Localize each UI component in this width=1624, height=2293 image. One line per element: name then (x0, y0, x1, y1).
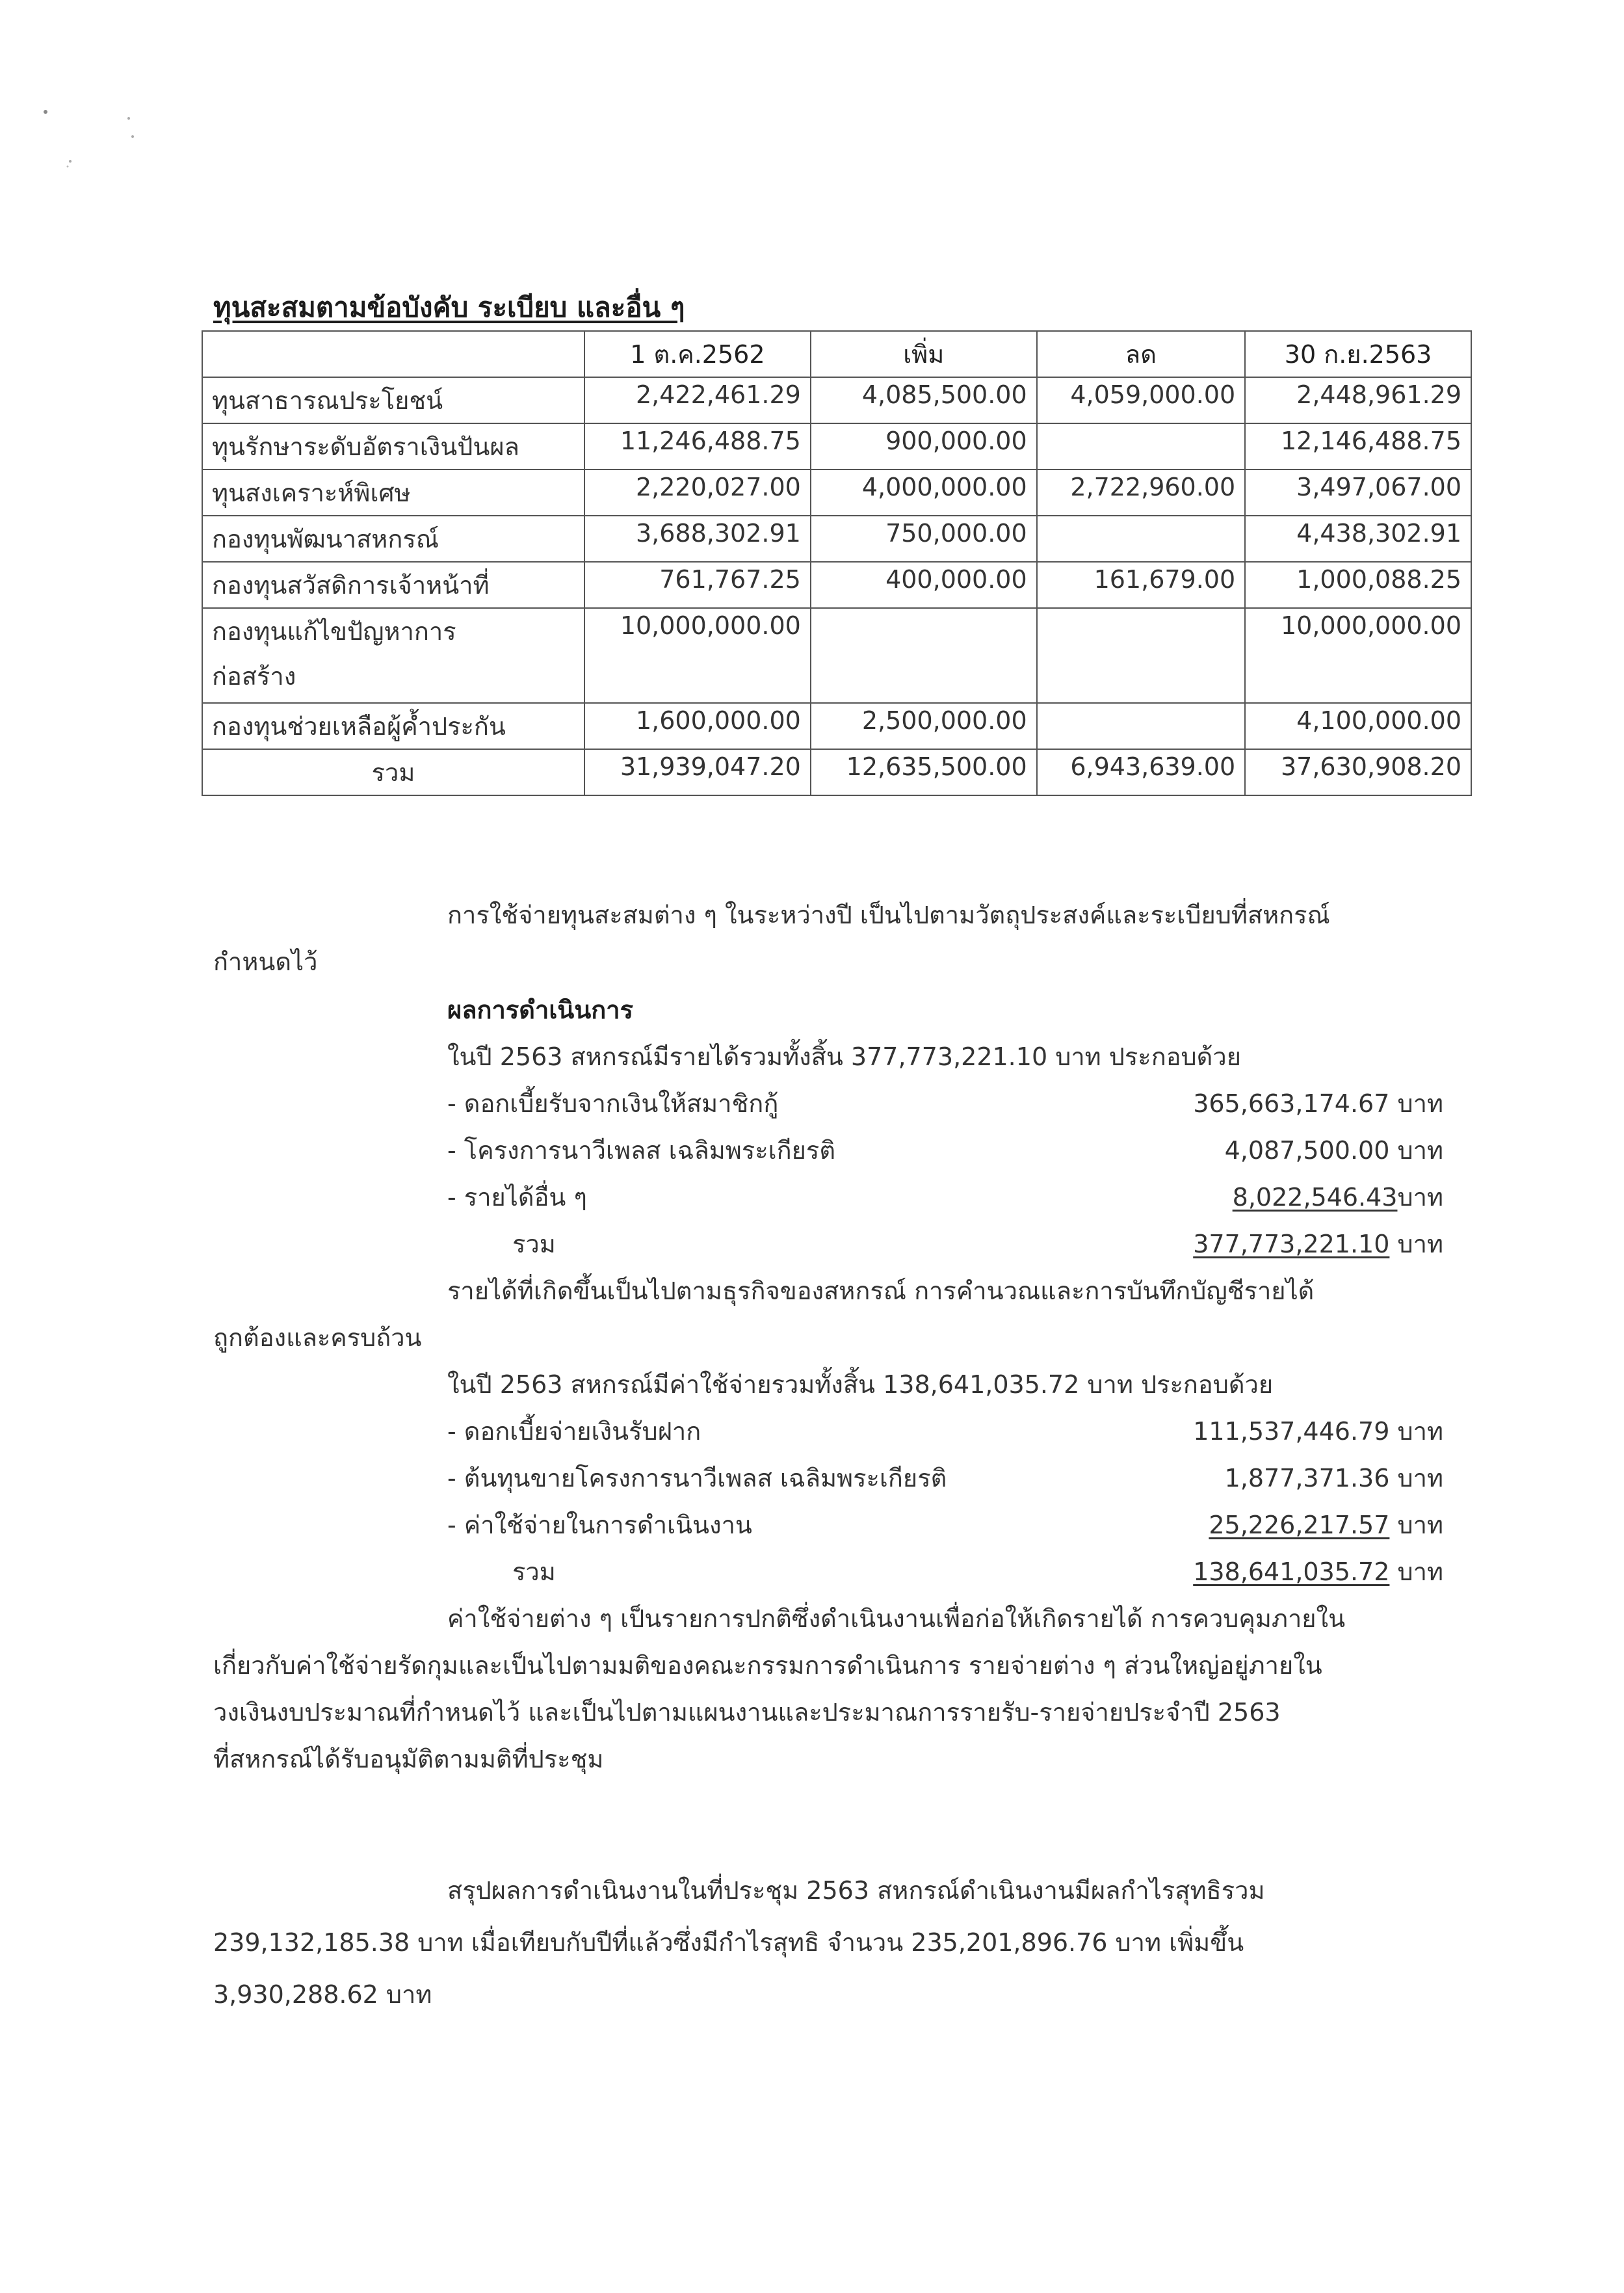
fund-start-balance: 1,600,000.00 (584, 703, 811, 749)
fund-start-balance: 761,767.25 (584, 562, 811, 608)
table-total-row (202, 749, 1471, 795)
amount-unit: บาท (1397, 1089, 1443, 1118)
fund-start-balance: 2,422,461.29 (584, 377, 811, 423)
amount-unit: บาท (1397, 1136, 1443, 1165)
amount-value: 138,641,035.72 (1193, 1557, 1390, 1586)
fund-decrease (1037, 423, 1246, 470)
amount-value: 25,226,217.57 (1209, 1511, 1390, 1539)
expense-total-label: รวม (512, 1557, 556, 1586)
income-item-label: - โครงการนาวีเพลส เฉลิมพระเกียรติ (447, 1136, 836, 1165)
fund-end-balance: 4,100,000.00 (1245, 703, 1471, 749)
amount-unit: บาท (1397, 1557, 1443, 1586)
header-cell-increase: เพิ่ม (811, 331, 1037, 377)
income-item-amount (1225, 1130, 1443, 1170)
income-item-amount (1233, 1177, 1443, 1217)
fund-decrease (1037, 608, 1246, 703)
table-row (202, 423, 1471, 470)
amount-unit: บาท (1397, 1511, 1443, 1539)
total-increase: 12,635,500.00 (811, 749, 1037, 795)
header-cell-end: 30 ก.ย.2563 (1245, 331, 1471, 377)
fund-increase (811, 608, 1037, 703)
expense-intro: ในปี 2563 สหกรณ์มีค่าใช้จ่ายรวมทั้งสิ้น 138,641,035.72 บาท ประกอบด้วย (447, 1370, 1274, 1399)
fund-decrease (1037, 516, 1246, 562)
total-end-balance: 37,630,908.20 (1245, 749, 1471, 795)
fund-increase: 4,000,000.00 (811, 470, 1037, 516)
fund-start-balance: 11,246,488.75 (584, 423, 811, 470)
fund-name (202, 608, 584, 703)
fund-name: กองทุนช่วยเหลือผู้ค้ำประกัน (202, 703, 584, 749)
table-row (202, 377, 1471, 423)
fund-start-balance: 3,688,302.91 (584, 516, 811, 562)
fund-name-line-1: กองทุนแก้ไขปัญหาการ (212, 617, 456, 646)
fund-end-balance: 10,000,000.00 (1245, 608, 1471, 703)
fund-start-balance: 2,220,027.00 (584, 470, 811, 516)
fund-increase: 2,500,000.00 (811, 703, 1037, 749)
expense-total-amount (1193, 1552, 1443, 1591)
amount-value: 4,087,500.00 (1224, 1136, 1390, 1165)
fund-increase: 400,000.00 (811, 562, 1037, 608)
table-row (202, 516, 1471, 562)
total-decrease: 6,943,639.00 (1037, 749, 1246, 795)
expense-note-line-3: วงเงินงบประมาณที่กำหนดไว้ และเป็นไปตามแผนงานและประมาณการรายรับ-รายจ่ายประจำปี 2563 (213, 1698, 1281, 1727)
header-cell-decrease: ลด (1037, 331, 1246, 377)
results-heading: ผลการดำเนินการ (447, 996, 634, 1024)
expense-item-label: - ดอกเบี้ยจ่ายเงินรับฝาก (447, 1417, 701, 1446)
fund-end-balance: 3,497,067.00 (1245, 470, 1471, 516)
income-total-amount (1193, 1224, 1443, 1264)
scan-specks (39, 104, 169, 182)
fund-decrease: 161,679.00 (1037, 562, 1246, 608)
amount-unit: บาท (1397, 1230, 1443, 1258)
income-intro: ในปี 2563 สหกรณ์มีรายได้รวมทั้งสิ้น 377,773,221.10 บาท ประกอบด้วย (447, 1042, 1241, 1071)
fund-name: กองทุนพัฒนาสหกรณ์ (202, 516, 584, 562)
section-title: ทุนสะสมตามข้อบังคับ ระเบียบ และอื่น ๆ (213, 291, 685, 323)
funds-table (202, 330, 1472, 796)
table-row (202, 562, 1471, 608)
summary-line-1: สรุปผลการดำเนินงานในที่ประชุม 2563 สหกรณ์ดำเนินงานมีผลกำไรสุทธิรวม (447, 1876, 1265, 1905)
usage-para-line-1: การใช้จ่ายทุนสะสมต่าง ๆ ในระหว่างปี เป็นไปตามวัตถุประสงค์และระเบียบที่สหกรณ์ (447, 901, 1330, 929)
table-row (202, 608, 1471, 703)
header-cell-name (202, 331, 584, 377)
fund-decrease: 4,059,000.00 (1037, 377, 1246, 423)
total-label: รวม (202, 749, 584, 795)
amount-unit: บาท (1397, 1464, 1443, 1492)
expense-note-line-4: ที่สหกรณ์ได้รับอนุมัติตามมติที่ประชุม (213, 1745, 604, 1773)
fund-name-line-2: ก่อสร้าง (212, 662, 296, 691)
expense-item-amount (1209, 1505, 1443, 1544)
table-row (202, 470, 1471, 516)
fund-name: ทุนสงเคราะห์พิเศษ (202, 470, 584, 516)
fund-increase: 900,000.00 (811, 423, 1037, 470)
fund-increase: 750,000.00 (811, 516, 1037, 562)
summary-line-2: 239,132,185.38 บาท เมื่อเทียบกับปีที่แล้วซึ่งมีกำไรสุทธิ จำนวน 235,201,896.76 บาท เพิ่มขึ้น (213, 1928, 1244, 1957)
summary-line-3: 3,930,288.62 บาท (213, 1980, 432, 2009)
fund-end-balance: 2,448,961.29 (1245, 377, 1471, 423)
table-row (202, 703, 1471, 749)
fund-end-balance: 1,000,088.25 (1245, 562, 1471, 608)
income-item-label: - ดอกเบี้ยรับจากเงินให้สมาชิกกู้ (447, 1089, 779, 1118)
amount-unit: บาท (1397, 1183, 1443, 1212)
fund-end-balance: 12,146,488.75 (1245, 423, 1471, 470)
amount-value: 111,537,446.79 (1193, 1417, 1390, 1446)
fund-decrease (1037, 703, 1246, 749)
fund-end-balance: 4,438,302.91 (1245, 516, 1471, 562)
header-cell-start: 1 ต.ค.2562 (584, 331, 811, 377)
fund-decrease: 2,722,960.00 (1037, 470, 1246, 516)
income-total-label: รวม (512, 1230, 556, 1258)
expense-item-amount (1225, 1458, 1443, 1498)
income-item-amount (1193, 1083, 1443, 1123)
fund-name: ทุนสาธารณประโยชน์ (202, 377, 584, 423)
expense-note-line-1: ค่าใช้จ่ายต่าง ๆ เป็นรายการปกติซึ่งดำเนินงานเพื่อก่อให้เกิดรายได้ การควบคุมภายใน (447, 1604, 1346, 1633)
income-item-label: - รายได้อื่น ๆ (447, 1183, 587, 1212)
fund-increase: 4,085,500.00 (811, 377, 1037, 423)
amount-unit: บาท (1397, 1417, 1443, 1446)
amount-value: 377,773,221.10 (1193, 1230, 1390, 1258)
table-header-row (202, 331, 1471, 377)
income-note-line-1: รายได้ที่เกิดขึ้นเป็นไปตามธุรกิจของสหกรณ์ การคำนวณและการบันทึกบัญชีรายได้ (447, 1277, 1315, 1305)
fund-name: กองทุนสวัสดิการเจ้าหน้าที่ (202, 562, 584, 608)
amount-value: 365,663,174.67 (1193, 1089, 1390, 1118)
expense-item-label: - ต้นทุนขายโครงการนาวีเพลส เฉลิมพระเกียรติ (447, 1464, 947, 1492)
expense-note-line-2: เกี่ยวกับค่าใช้จ่ายรัดกุมและเป็นไปตามมติของคณะกรรมการดำเนินการ รายจ่ายต่าง ๆ ส่วนใหญ่อยู่ภายใน (213, 1651, 1322, 1680)
income-note-line-2: ถูกต้องและครบถ้วน (213, 1323, 422, 1352)
expense-item-label: - ค่าใช้จ่ายในการดำเนินงาน (447, 1511, 752, 1539)
expense-item-amount (1193, 1411, 1443, 1451)
usage-para-line-2: กำหนดไว้ (213, 948, 318, 976)
amount-value: 8,022,546.43 (1232, 1183, 1398, 1212)
fund-name: ทุนรักษาระดับอัตราเงินปันผล (202, 423, 584, 470)
fund-start-balance: 10,000,000.00 (584, 608, 811, 703)
total-start-balance: 31,939,047.20 (584, 749, 811, 795)
amount-value: 1,877,371.36 (1224, 1464, 1390, 1492)
